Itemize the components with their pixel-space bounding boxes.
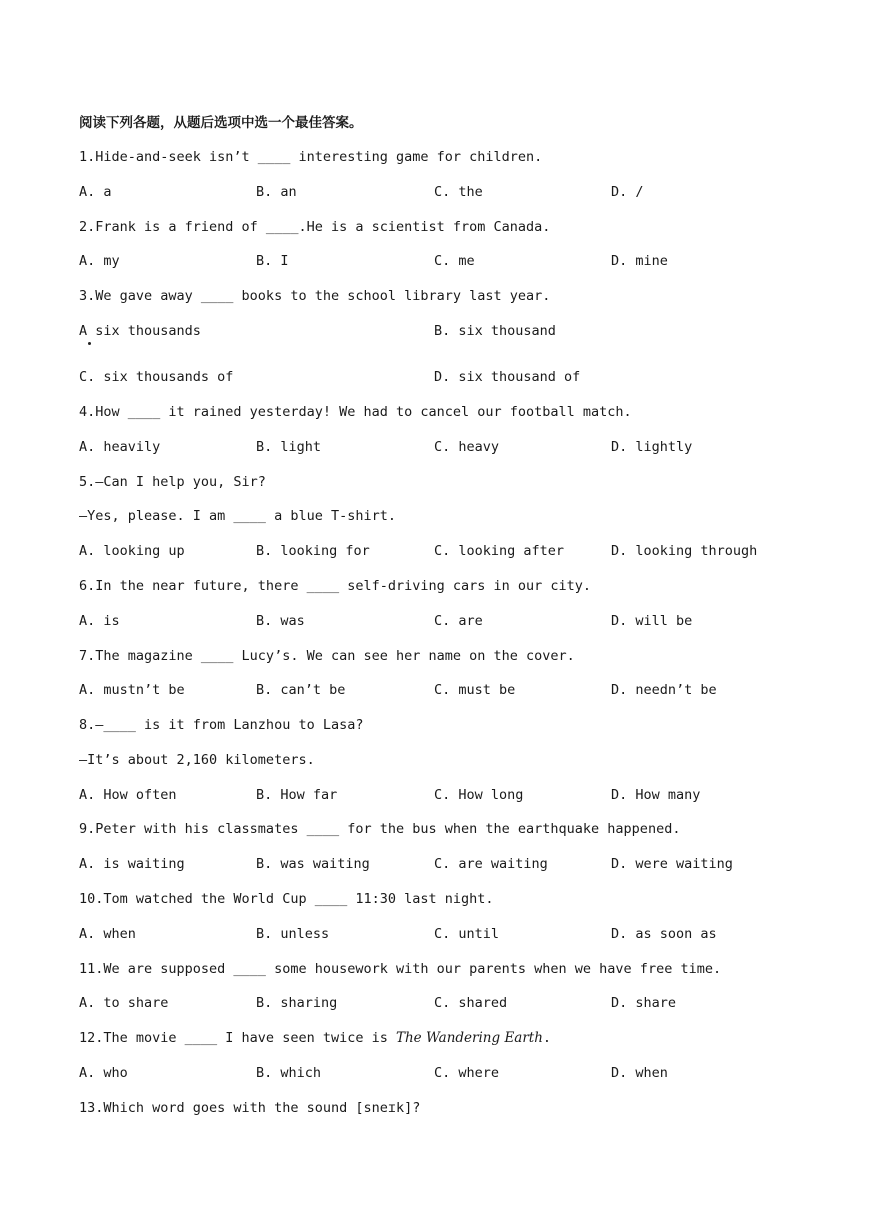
q5-option-b: B. looking for [256, 543, 370, 559]
question-11-stem: 11.We are supposed ____ some housework with our parents when we have free time. [79, 961, 722, 977]
stray-dot-mark [88, 342, 91, 345]
q11-option-c: C. shared [434, 995, 508, 1011]
instruction-heading: 阅读下列各题，从题后选项中选一个最佳答案。 [79, 115, 363, 131]
q2-option-b: B. I [256, 253, 289, 269]
question-9-stem: 9.Peter with his classmates ____ for the bus when the earthquake happened. [79, 821, 681, 837]
q7-option-a: A. mustn’t be [79, 682, 185, 698]
q10-option-d: D. as soon as [611, 926, 717, 942]
q5-option-c: C. looking after [434, 543, 565, 559]
question-5-reply: —Yes, please. I am ____ a blue T-shirt. [79, 508, 396, 524]
q1-option-c: C. the [434, 184, 483, 200]
q8-option-a: A. How often [79, 787, 177, 803]
q7-option-b: B. can’t be [256, 682, 346, 698]
q10-option-a: A. when [79, 926, 136, 942]
q3-option-d: D. six thousand of [434, 369, 581, 385]
q9-option-b: B. was waiting [256, 856, 370, 872]
question-13-stem: 13.Which word goes with the sound [sneɪk]? [79, 1100, 421, 1116]
q12-option-d: D. when [611, 1065, 668, 1081]
question-1-stem: 1.Hide-and-seek isn’t ____ interesting game for children. [79, 149, 543, 165]
q8-option-d: D. How many [611, 787, 701, 803]
q2-option-a: A. my [79, 253, 120, 269]
q6-option-a: A. is [79, 613, 120, 629]
q12-stem-text: 12.The movie ____ I have seen twice is [79, 1030, 396, 1046]
q4-option-b: B. light [256, 439, 322, 455]
question-10-stem: 10.Tom watched the World Cup ____ 11:30 last night. [79, 891, 494, 907]
q4-option-d: D. lightly [611, 439, 693, 455]
q11-option-d: D. share [611, 995, 677, 1011]
question-6-stem: 6.In the near future, there ____ self-driving cars in our city. [79, 578, 592, 594]
q9-option-c: C. are waiting [434, 856, 548, 872]
q6-option-c: C. are [434, 613, 483, 629]
q6-option-d: D. will be [611, 613, 693, 629]
q9-option-d: D. were waiting [611, 856, 733, 872]
question-8-reply: —It’s about 2,160 kilometers. [79, 752, 315, 768]
q12-movie-title: The Wandering Earth [395, 1030, 543, 1046]
question-12-stem [79, 1029, 551, 1047]
q8-option-b: B. How far [256, 787, 338, 803]
q12-option-c: C. where [434, 1065, 500, 1081]
question-8-stem: 8.—____ is it from Lanzhou to Lasa? [79, 717, 364, 733]
q10-option-c: C. until [434, 926, 500, 942]
q5-option-a: A. looking up [79, 543, 185, 559]
q11-option-b: B. sharing [256, 995, 338, 1011]
q4-option-c: C. heavy [434, 439, 500, 455]
q1-option-d: D. / [611, 184, 644, 200]
q11-option-a: A. to share [79, 995, 169, 1011]
q5-option-d: D. looking through [611, 543, 758, 559]
q7-option-c: C. must be [434, 682, 516, 698]
q8-option-c: C. How long [434, 787, 524, 803]
q3-option-c: C. six thousands of [79, 369, 234, 385]
question-5-stem: 5.—Can I help you, Sir? [79, 474, 266, 490]
q2-option-d: D. mine [611, 253, 668, 269]
q1-option-b: B. an [256, 184, 297, 200]
q2-option-c: C. me [434, 253, 475, 269]
q7-option-d: D. needn’t be [611, 682, 717, 698]
q1-option-a: A. a [79, 184, 112, 200]
q12-option-b: B. which [256, 1065, 322, 1081]
q4-option-a: A. heavily [79, 439, 161, 455]
q12-stem-end: . [542, 1030, 552, 1046]
question-2-stem: 2.Frank is a friend of ____.He is a scientist from Canada. [79, 219, 551, 235]
question-3-stem: 3.We gave away ____ books to the school library last year. [79, 288, 551, 304]
question-4-stem: 4.How ____ it rained yesterday! We had to cancel our football match. [79, 404, 632, 420]
q9-option-a: A. is waiting [79, 856, 185, 872]
q6-option-b: B. was [256, 613, 305, 629]
q10-option-b: B. unless [256, 926, 330, 942]
q12-option-a: A. who [79, 1065, 128, 1081]
question-7-stem: 7.The magazine ____ Lucy’s. We can see her name on the cover. [79, 648, 575, 664]
q3-option-a: A six thousands [79, 323, 201, 339]
q3-option-b: B. six thousand [434, 323, 556, 339]
